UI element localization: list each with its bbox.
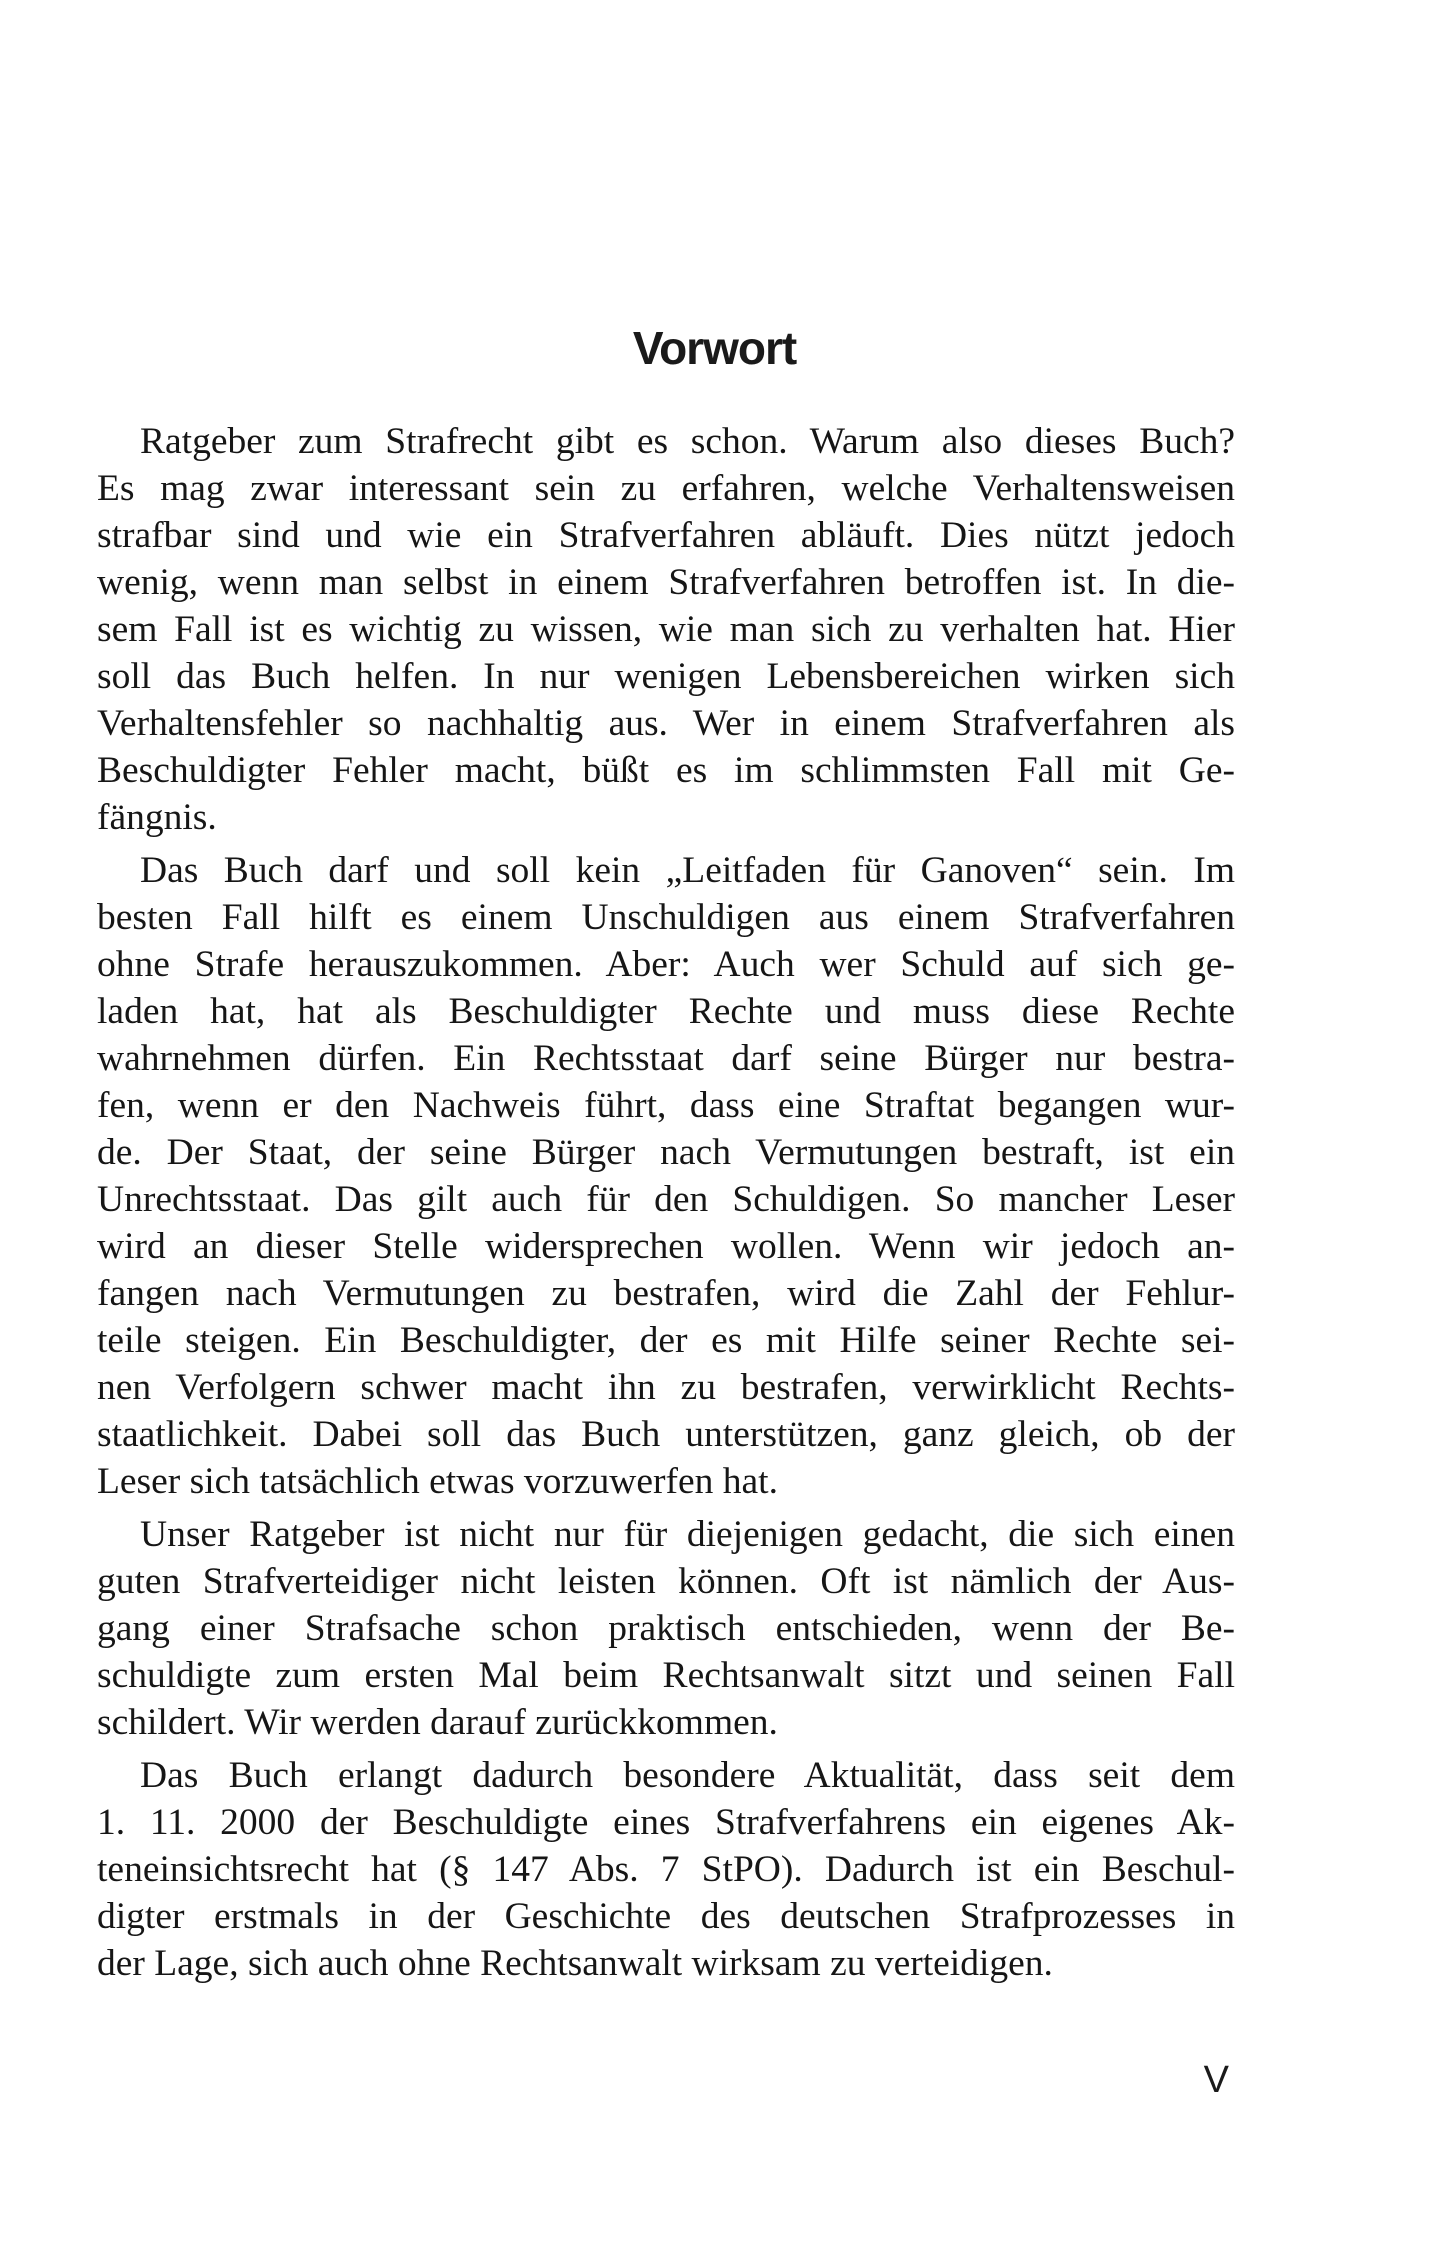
text-line: strafbar sind und wie ein Strafverfahren abläuft. Dies nützt jedoch (97, 515, 1235, 556)
page-title: Vorwort (632, 322, 797, 374)
paragraph-1 (97, 418, 1235, 841)
text-line: guten Strafverteidiger nicht leisten können. Oft ist nämlich der Aus- (97, 1561, 1235, 1602)
text-line: besten Fall hilft es einem Unschuldigen aus einem Strafverfahren (97, 897, 1235, 938)
text-line: laden hat, hat als Beschuldigter Rechte und muss diese Rechte (97, 991, 1235, 1032)
text-line: wenig, wenn man selbst in einem Strafverfahren betroffen ist. In die- (97, 562, 1235, 603)
text-line: der Lage, sich auch ohne Rechtsanwalt wirksam zu verteidigen. (97, 1943, 1053, 1984)
text-line: Beschuldigter Fehler macht, büßt es im schlimmsten Fall mit Ge- (97, 750, 1235, 791)
text-line: Unser Ratgeber ist nicht nur für diejenigen gedacht, die sich einen (140, 1514, 1235, 1555)
text-line: wahrnehmen dürfen. Ein Rechtsstaat darf seine Bürger nur bestra- (97, 1038, 1235, 1079)
text-line: Unrechtsstaat. Das gilt auch für den Schuldigen. So mancher Leser (97, 1179, 1235, 1220)
text-line: gang einer Strafsache schon praktisch entschieden, wenn der Be- (97, 1608, 1235, 1649)
text-line: Das Buch erlangt dadurch besondere Aktualität, dass seit dem (140, 1755, 1235, 1796)
text-line: teneinsichtsrecht hat (§ 147 Abs. 7 StPO). Dadurch ist ein Beschul- (97, 1849, 1235, 1890)
text-line: fangen nach Vermutungen zu bestrafen, wird die Zahl der Fehlur- (97, 1273, 1235, 1314)
paragraph-3 (97, 1511, 1235, 1746)
text-line: Ratgeber zum Strafrecht gibt es schon. Warum also dieses Buch? (140, 421, 1235, 462)
page-number: V (1203, 2059, 1229, 2101)
text-line: Verhaltensfehler so nachhaltig aus. Wer in einem Strafverfahren als (97, 703, 1235, 744)
text-line: teile steigen. Ein Beschuldigter, der es mit Hilfe seiner Rechte sei- (97, 1320, 1235, 1361)
text-line: 1. 11. 2000 der Beschuldigte eines Strafverfahrens ein eigenes Ak- (97, 1802, 1235, 1843)
body-text (97, 418, 1235, 1987)
text-line: schildert. Wir werden darauf zurückkommen. (97, 1702, 778, 1743)
text-line: ohne Strafe herauszukommen. Aber: Auch wer Schuld auf sich ge- (97, 944, 1235, 985)
text-line: Es mag zwar interessant sein zu erfahren, welche Verhaltensweisen (97, 468, 1235, 509)
text-line: sem Fall ist es wichtig zu wissen, wie man sich zu verhalten hat. Hier (97, 609, 1235, 650)
text-line: digter erstmals in der Geschichte des deutschen Strafprozesses in (97, 1896, 1235, 1937)
paragraph-4 (97, 1752, 1235, 1987)
text-line: de. Der Staat, der seine Bürger nach Vermutungen bestraft, ist ein (97, 1132, 1235, 1173)
text-line: fen, wenn er den Nachweis führt, dass eine Straftat begangen wur- (97, 1085, 1235, 1126)
text-line: Leser sich tatsächlich etwas vorzuwerfen hat. (97, 1461, 778, 1502)
text-line: Das Buch darf und soll kein „Leitfaden für Ganoven“ sein. Im (140, 850, 1235, 891)
text-line: soll das Buch helfen. In nur wenigen Lebensbereichen wirken sich (97, 656, 1235, 697)
text-line: nen Verfolgern schwer macht ihn zu bestrafen, verwirklicht Rechts- (97, 1367, 1235, 1408)
text-line: wird an dieser Stelle widersprechen wollen. Wenn wir jedoch an- (97, 1226, 1235, 1267)
text-line: schuldigte zum ersten Mal beim Rechtsanwalt sitzt und seinen Fall (97, 1655, 1235, 1696)
text-line: staatlichkeit. Dabei soll das Buch unterstützen, ganz gleich, ob der (97, 1414, 1235, 1455)
paragraph-2 (97, 847, 1235, 1505)
text-line: fängnis. (97, 797, 217, 838)
